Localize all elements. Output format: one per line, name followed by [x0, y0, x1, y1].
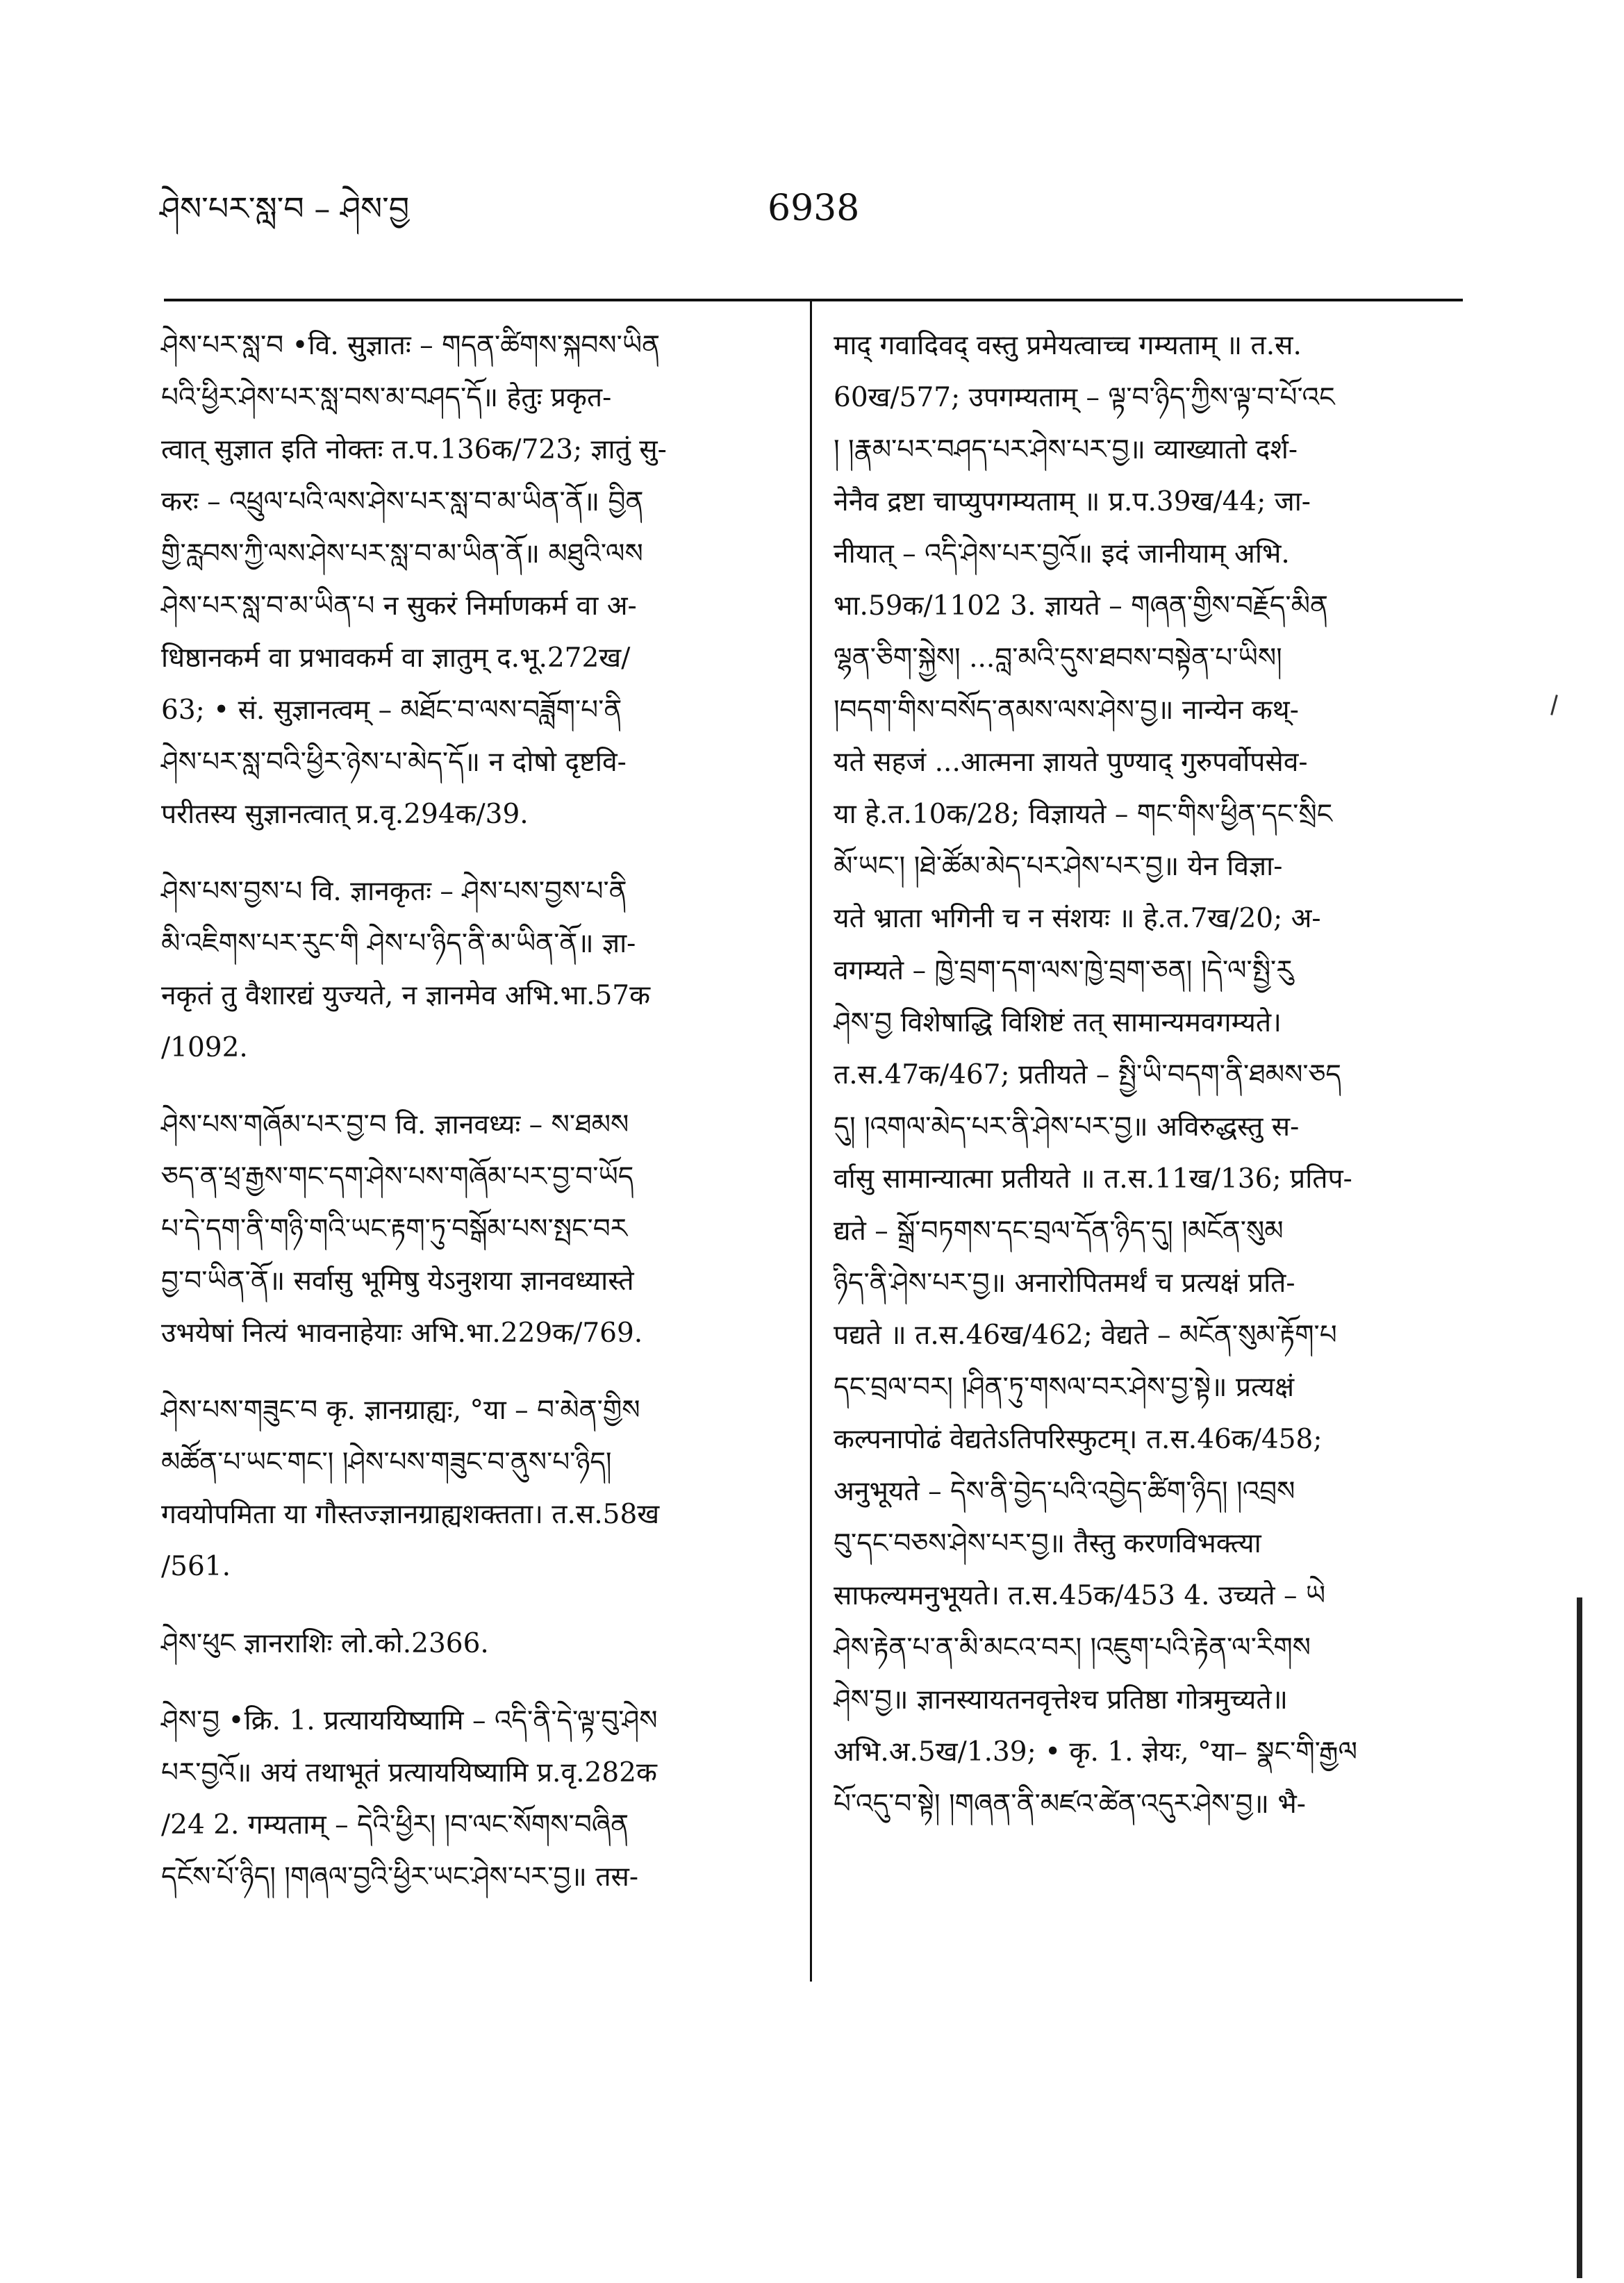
entry-line: धिष्ठानकर्म वा प्रभावकर्म वा ज्ञातुम् द.भू.272ख/ — [161, 642, 631, 674]
page-number: 6938 — [768, 188, 860, 229]
column-divider — [810, 301, 812, 1982]
entry-line: करः – འཕྲུལ་པའི་ལས་ཤེས་པར་སླ་བ་མ་ཡིན་ནོ॥ བྱིན — [161, 486, 644, 517]
entry-line: माद् गवादिवद् वस्तु प्रमेयत्वाच्च गम्यताम् ॥ त.स. — [834, 330, 1302, 361]
dictionary-entry — [161, 319, 790, 840]
entry-line: ཤེས་རྟེན་པ་ན་མི་མངའ་བར། །འཇུག་པའི་རྟེན་ལ་རིགས — [834, 1632, 1311, 1663]
entry-line: མི་འཇིགས་པར་རུང་གི ཤེས་པ་ཉིད་ནི་མ་ཡིན་ནོ॥ ज्ञा- — [161, 928, 636, 959]
left-column — [161, 319, 790, 1928]
entry-line: ཤེས་པར་སླ་བའི་ཕྱིར་ཉེས་པ་མེད་དོ॥ न दोषो दृष्टवि- — [161, 747, 627, 778]
entry-line: མོ་ཡང་། །ཐེ་ཚོམ་མེད་པར་ཤེས་པར་བྱ॥ येन विज्ञा- — [834, 851, 1283, 882]
right-column — [834, 319, 1462, 1830]
entry-line: /24 2. गम्यताम् – དེའི་ཕྱིར། །བ་ལང་སོགས་བཞིན — [161, 1809, 629, 1841]
entry-line: भा.59क/1102 3. ज्ञायते – གཞན་གྱིས་བརྗོད་མིན — [834, 590, 1329, 622]
entry-line: དུ། །འགལ་མེད་པར་ནི་ཤེས་པར་བྱ॥ अविरुद्धस्तु स- — [834, 1111, 1300, 1143]
entry-line: नेनैव द्रष्टा चाप्युपगम्यताम् ॥ प्र.प.39ख/44; जा- — [834, 486, 1311, 517]
dictionary-entry — [161, 865, 790, 1074]
dictionary-entry — [161, 1384, 790, 1593]
entry-line: ཤེས་པས་གཞོམ་པར་བྱ་བ वि. ज्ञानवध्यः – ས་ཐམས — [161, 1109, 629, 1140]
dictionary-entry — [161, 1618, 790, 1670]
entry-line: 60ख/577; उपगम्यताम् – ལྟ་བ་ཉིད་ཀྱིས་ལྟ་བ་པོ་འང — [834, 382, 1335, 413]
entry-line: པོ་འདུ་བ་སྟེ། །གཞན་ནི་མཛའ་ཚེན་འདུར་ཤེས་བྱ॥ भै- — [834, 1788, 1306, 1820]
entry-line: र्वासु सामान्यात्मा प्रतीयते ॥ त.स.11ख/136; प्रतिप- — [834, 1163, 1352, 1195]
entry-line: यते भ्राता भगिनी च न संशयः ॥ हे.त.7ख/20; अ- — [834, 903, 1321, 934]
entry-line: གྱི་རླབས་ཀྱི་ལས་ཤེས་པར་སླ་བ་མ་ཡིན་ནོ॥ མཐུའི་ལས — [161, 538, 643, 570]
entry-line: ཤེས་ཕུང ज्ञानराशिः लो.को.2366. — [161, 1628, 489, 1659]
entry-line: པར་བྱའོ॥ अयं तथाभूतं प्रत्याययिष्यामि प्र.वृ.282क — [161, 1757, 657, 1788]
entry-line: ཤེས་བྱ॥ ज्ञानस्यायतनवृत्तेश्च प्रतिष्ठा गोत्रमुच्यते॥ — [834, 1684, 1288, 1716]
entry-line: अभि.अ.5ख/1.39; • कृ. 1. ज्ञेयः, °या– སྣང་གི་རྒྱལ — [834, 1736, 1357, 1768]
entry-line: དང་བྲལ་བར། །ཤིན་ཏུ་གསལ་བར་ཤེས་བྱ་སྟེ॥ प्रत्यक्षं — [834, 1372, 1295, 1403]
entry-line: ཤེས་པས་བྱས་པ वि. ज्ञानकृतः – ཤེས་པས་བྱས་པ་ནི — [161, 876, 627, 907]
running-head: ཤེས་པར་སླ་བ – ཤེས་བྱ — [160, 190, 410, 227]
entry-line: यते सहजं ...आत्मना ज्ञायते पुण्याद् गुरुपर्वोपसेव- — [834, 747, 1308, 778]
entry-line: ཉིད་ནི་ཤེས་པར་བྱ॥ अनारोपितमर्थं च प्रत्यक्षं प्रति- — [834, 1268, 1295, 1299]
entry-line: वगम्यते – ཁྱེ་བྲག་དག་ལས་ཁྱེ་བྲག་ཅན། །དེ་ལ་སྤྱི་རུ — [834, 955, 1293, 986]
entry-line: कल्पनापोढं वेद्यतेऽतिपरिस्फुटम्। त.स.46क/458; — [834, 1424, 1323, 1455]
entry-line: नीयात् – འདི་ཤེས་པར་བྱའོ॥ इदं जानीयाम् अभि. — [834, 538, 1290, 570]
entry-line: पद्यते ॥ त.स.46ख/462; वेद्यते – མངོན་སུམ་རྟོག་པ — [834, 1320, 1337, 1351]
entry-line: ཤེས་པས་གཟུང་བ कृ. ज्ञानग्राह्यः, °या – བ་མེན་གྱིས — [161, 1395, 640, 1426]
entry-line: པའི་ཕྱིར་ཤེས་པར་སླ་བས་མ་བཤད་དོ॥ हेतुः प्रकृत- — [161, 382, 612, 413]
header-rule — [164, 299, 1463, 301]
entry-line: ཤེས་བྱ •क्रि. 1. प्रत्याययिष्यामि – འདི་ནི་དེ་ལྟ་བུ་ཤེས — [161, 1705, 658, 1736]
entry-line: /1092. — [161, 1032, 248, 1063]
entry-line: उभयेषां नित्यं भावनाहेयाः अभि.भा.229क/769. — [161, 1318, 643, 1349]
entry-line: པ་དེ་དག་ནི་གཉི་གའི་ཡང་རྟག་ཏུ་བསྒོམ་པས་སྤང་བར — [161, 1213, 627, 1245]
entry-line: བྱ་བ་ཡིན་ནོ॥ सर्वासु भूमिषु येऽनुशया ज्ञानवध्यास्ते — [161, 1265, 634, 1297]
entry-line: /561. — [161, 1551, 231, 1582]
entry-line: མཚོན་པ་ཡང་གང་། །ཤེས་པས་གཟུང་བ་ནུས་པ་ཉིད། — [161, 1447, 612, 1478]
entry-line: गवयोपमिता या गौस्तज्ज्ञानग्राह्यशक्तता। त.स.58ख — [161, 1499, 660, 1530]
entry-line: त्वात् सुज्ञात इति नोक्तः त.प.136क/723; ज्ञातुं सु- — [161, 434, 667, 465]
entry-line: ལྷན་ཅིག་སྐྱེས། ...བླ་མའི་དུས་ཐབས་བསྟེན་པ་ཡིས། — [834, 642, 1282, 674]
entry-line: ཤེས་པར་སླ་བ་མ་ཡིན་པ न सुकरं निर्माणकर्म वा अ- — [161, 590, 637, 622]
entry-line: अनुभूयते – དེས་ནི་བྱེད་པའི་འབྱེད་ཚིག་ཉིད། །འབྲས — [834, 1476, 1295, 1507]
dictionary-entry — [161, 1695, 790, 1903]
entry-line: या हे.त.10क/28; विज्ञायते – གང་གིས་ཕྱིན་དང་སྲིང — [834, 799, 1333, 830]
entry-line: ཤེས་པར་སླ་བ •वि. सुज्ञातः – གདན་ཚིགས་སྐབས་ཡིན — [161, 330, 661, 361]
scan-edge-tick — [1550, 695, 1558, 715]
entry-line: །བདག་གིས་བསོད་ནམས་ལས་ཤེས་བྱ॥ नान्येन कथ्- — [834, 695, 1299, 726]
entry-line: साफल्यमनुभूयते। त.स.45क/453 4. उच्यते – ཡེ — [834, 1580, 1326, 1611]
entry-line: དངོས་པོ་ཉིད། །གཞལ་བྱའི་ཕྱིར་ཡང་ཤེས་པར་བྱ॥ तस- — [161, 1861, 639, 1893]
entry-line: བུ་དང་བཅས་ཤེས་པར་བྱ॥ तैस्तु करणविभक्त्या — [834, 1528, 1261, 1559]
entry-line: द्यते – སྒྲོ་བཏགས་དང་བྲལ་དོན་ཉིད་དུ། །མངོན་སུམ — [834, 1215, 1284, 1247]
scan-edge-mark — [1577, 1597, 1582, 2278]
entry-line: परीतस्य सुज्ञानत्वात् प्र.वृ.294क/39. — [161, 799, 529, 830]
entry-line: ཅད་ན་ཕྲ་རྒྱས་གང་དག་ཤེས་པས་གཞོམ་པར་བྱ་བ་ཡོད — [161, 1161, 634, 1193]
entry-line: त.स.47क/467; प्रतीयते – སྤྱི་ཡི་བདག་ནི་ཐམས་ཅད — [834, 1059, 1341, 1090]
dictionary-entry — [161, 1099, 790, 1359]
entry-line: ཤེས་བྱ विशेषाद्धि विशिष्टं तत् सामान्यमवगम्यते। — [834, 1007, 1282, 1038]
entry-line: 63; • सं. सुज्ञानत्वम् – མཐོང་བ་ལས་བཟློག་པ་ནི — [161, 695, 622, 726]
entry-line: नकृतं तु वैशारद्यं युज्यते, न ज्ञानमेव अभि.भा.57क — [161, 980, 651, 1011]
entry-line: ། །རྣམ་པར་བཤད་པར་ཤེས་པར་བྱ॥ व्याख्यातो दर्श- — [834, 434, 1298, 465]
